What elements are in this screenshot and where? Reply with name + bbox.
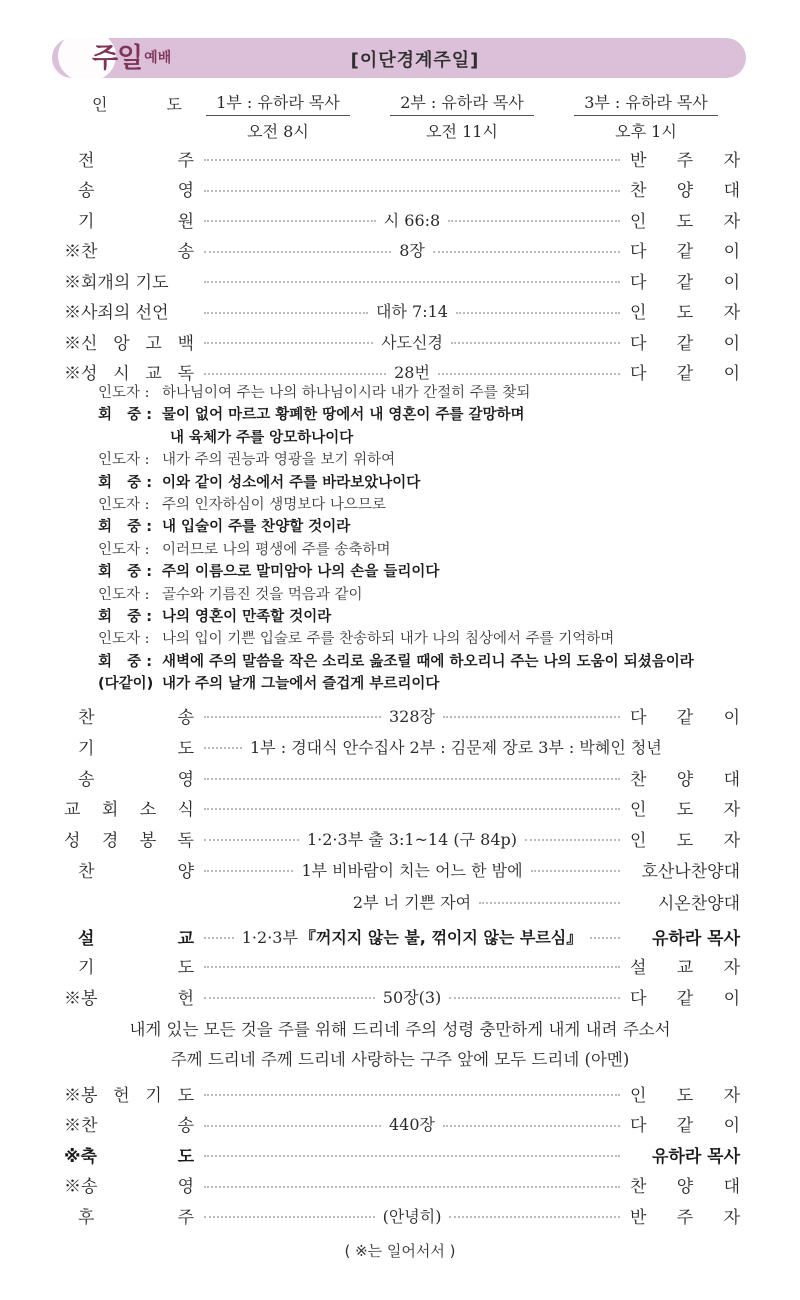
worship-order-row (64, 823, 740, 853)
service-3-time: 오후 1시 (615, 122, 677, 141)
reading-speaker: 회 중 : (98, 653, 153, 670)
dotted-leader (204, 1125, 381, 1127)
order-item-detail: 440장 (389, 1115, 435, 1134)
reading-text: 새벽에 주의 말씀을 작은 소리로 읊조릴 때에 하오리니 주는 나의 도움이 되셨음이라 (162, 653, 694, 670)
dotted-leader (204, 1186, 620, 1188)
order-item-label: 교 회 소 식 (64, 799, 194, 820)
reading-line-congregation (98, 427, 800, 449)
worship-order-row (64, 1078, 740, 1108)
dotted-leader (449, 1216, 620, 1218)
worship-order-row (64, 921, 740, 951)
worship-order-row (64, 981, 740, 1011)
reading-speaker: 회 중 : (98, 407, 153, 424)
reading-speaker: (다같이) (98, 676, 154, 693)
dotted-leader (204, 342, 373, 344)
order-item-leader-dots (204, 299, 620, 322)
order-item-responsible: 찬 양 대 (630, 769, 740, 790)
dotted-leader (433, 251, 620, 253)
reading-text: 내가 주의 날개 그늘에서 즐겁게 부르리이다 (162, 676, 440, 693)
dotted-leader (204, 190, 620, 192)
order-item-detail: 사도신경 (381, 332, 443, 352)
order-item-label: 찬 송 (78, 707, 194, 728)
service-1-time: 오전 8시 (247, 122, 309, 141)
reading-line-congregation (98, 472, 748, 494)
order-item-leader-dots (204, 1204, 620, 1227)
order-item-responsible: 찬 양 대 (630, 1177, 740, 1197)
order-item-label: 송 영 (78, 769, 194, 790)
order-item-responsible: 다 같 이 (630, 333, 740, 354)
order-item-leader-dots (204, 1112, 620, 1135)
reading-text: 이러므로 나의 평생에 주를 송축하며 (162, 541, 391, 558)
order-item-responsible: 호산나찬양대 (641, 861, 740, 882)
reading-speaker: 회 중 : (98, 609, 153, 625)
worship-order-row (64, 1200, 740, 1230)
worship-order-row (64, 700, 740, 730)
reading-text: 나의 입이 기쁜 입술로 주를 찬송하되 내가 나의 침상에서 주를 기억하며 (162, 631, 615, 648)
dotted-leader (443, 716, 620, 718)
worship-order-row (64, 204, 740, 234)
dotted-leader (204, 870, 293, 872)
order-item-leader-dots (204, 925, 620, 948)
order-item-responsible: 다 같 이 (630, 1116, 740, 1136)
reading-text: 하나님이여 주는 나의 하나님이시라 내가 간절히 주를 찾되 (162, 385, 531, 401)
reading-text: 물이 없어 마르고 황폐한 땅에서 내 영혼이 주를 갈망하며 (162, 407, 525, 424)
order-item-label: 기 원 (78, 211, 194, 232)
order-item-label: 찬 양 (78, 861, 194, 882)
reading-text: 내가 주의 권능과 영광을 보기 위하여 (162, 452, 396, 469)
order-item-responsible: 설 교 자 (630, 957, 740, 978)
order-item-responsible: 다 같 이 (630, 364, 740, 384)
order-item-label: 전 주 (78, 150, 194, 171)
dotted-leader (448, 220, 620, 222)
order-item-leader-dots (204, 962, 620, 968)
dotted-leader (204, 839, 299, 841)
reading-line-leader (98, 494, 748, 516)
offering-lyrics-line-1: 내게 있는 모든 것을 주를 위해 드리네 주의 성령 충만하게 내게 내려 주소서 (129, 1020, 671, 1039)
worship-order-row (64, 950, 740, 980)
order-item-responsible: 인 도 자 (630, 830, 740, 851)
dotted-leader (204, 251, 391, 253)
service-1-name: 1부 : 유하라 목사 (206, 90, 350, 116)
dotted-leader (590, 937, 620, 939)
order-item-responsible: 인 도 자 (630, 211, 740, 232)
service-2-time: 오전 11시 (426, 122, 498, 141)
reading-text: 이와 같이 성소에서 주를 바라보았나이다 (162, 474, 421, 491)
order-item-leader-dots (204, 155, 620, 161)
order-item-detail: 1부 비바람이 치는 어느 한 밤에 (301, 860, 523, 880)
order-item-leader-dots (204, 238, 620, 261)
order-item-detail: 1부 : 경대식 안수집사 2부 : 김문제 장로 3부 : 박혜인 청년 (250, 737, 662, 757)
reading-line-leader (98, 628, 748, 650)
reading-line-congregation (98, 673, 748, 695)
order-item-leader-dots (204, 1151, 620, 1157)
order-item-leader-dots (204, 704, 620, 727)
dotted-leader (204, 778, 620, 780)
reading-speaker: 인도자 : (98, 385, 150, 401)
dotted-leader (204, 1094, 620, 1096)
dotted-leader (204, 1216, 375, 1218)
order-item-leader-dots (204, 774, 620, 780)
order-item-label: ※회개의 기도 (64, 272, 169, 293)
service-2-name: 2부 : 유하라 목사 (390, 90, 534, 116)
order-item-label: ※봉 헌 기 도 (64, 1085, 194, 1106)
order-item-responsible: 다 같 이 (630, 272, 740, 293)
order-item-leader-dots (204, 858, 620, 881)
service-leaders (68, 90, 740, 140)
order-item-detail-prefix: 1·2·3부 (241, 927, 298, 947)
order-item-label: 성 경 봉 독 (64, 830, 194, 851)
order-item-detail: 시 66:8 (383, 210, 441, 230)
worship-order-row (64, 886, 740, 916)
order-item-label: 기 도 (78, 738, 194, 759)
dotted-leader (204, 937, 234, 939)
dotted-leader (531, 870, 620, 872)
worship-order-row (64, 762, 740, 792)
order-item-responsible: 인 도 자 (630, 303, 740, 323)
order-item-detail: 50장(3) (382, 987, 442, 1007)
standing-footnote: ( ※는 일어서서 ) (344, 1242, 456, 1260)
order-item-responsible: 유하라 목사 (651, 928, 740, 949)
order-item-leader-dots (204, 985, 620, 1008)
order-item-leader-dots (204, 804, 620, 810)
worship-order-row (64, 792, 740, 822)
worship-order-row (64, 1170, 740, 1200)
dotted-leader (204, 312, 368, 314)
dotted-leader (456, 312, 620, 314)
order-item-detail: 328장 (389, 706, 435, 726)
dotted-leader (204, 159, 620, 161)
order-item-label: 후 주 (78, 1207, 194, 1228)
reading-speaker: 회 중 : (98, 519, 153, 536)
order-item-leader-dots (204, 1182, 620, 1188)
reading-line-leader (98, 449, 748, 471)
order-item-responsible: 유하라 목사 (651, 1146, 740, 1167)
reading-line-leader (98, 539, 748, 561)
worship-order-row (64, 731, 740, 761)
order-item-leader-dots (204, 360, 620, 383)
dotted-leader (204, 808, 620, 810)
reading-speaker: 인도자 : (98, 631, 150, 648)
order-item-label: ※송 영 (64, 1177, 194, 1197)
dotted-leader (204, 220, 376, 222)
dotted-leader (479, 902, 620, 904)
dotted-leader (204, 997, 375, 999)
order-item-label: 송 영 (78, 181, 194, 201)
order-item-responsible: 시온찬양대 (657, 893, 740, 914)
dotted-leader (443, 1125, 620, 1127)
worship-order-row (64, 1139, 740, 1169)
dotted-leader (204, 747, 242, 749)
worship-order-row (64, 174, 740, 204)
order-item-responsible: 반 주 자 (630, 1207, 740, 1228)
reading-line-congregation (98, 561, 748, 583)
order-item-label: ※성 시 교 독 (64, 364, 194, 384)
order-item-leader-dots (204, 186, 620, 192)
worship-order-row (64, 1109, 740, 1139)
order-item-label: ※찬 송 (64, 1116, 194, 1136)
reading-speaker: 인도자 : (98, 497, 150, 513)
reading-text: 나의 영혼이 만족할 것이라 (162, 609, 332, 625)
reading-speaker: 인도자 : (98, 541, 150, 558)
offering-lyrics-line-2: 주께 드리네 주께 드리네 사랑하는 구주 앞에 모두 드리네 (아멘) (170, 1050, 630, 1069)
order-item-leader-dots (204, 890, 620, 913)
dotted-leader (204, 281, 620, 283)
reading-line-congregation (98, 651, 748, 673)
order-item-detail: 대하 7:14 (376, 302, 448, 321)
worship-order-row (64, 143, 740, 173)
order-item-responsible: 다 같 이 (630, 707, 740, 728)
dotted-leader (204, 373, 386, 375)
service-3-leader (574, 90, 718, 142)
reading-text: 내 입술이 주를 찬양할 것이라 (162, 519, 351, 536)
order-item-responsible: 반 주 자 (630, 150, 740, 171)
dotted-leader (204, 966, 620, 968)
order-item-leader-dots (204, 277, 620, 283)
order-item-label: ※사죄의 선언 (64, 303, 169, 323)
reading-speaker: 인도자 : (98, 452, 150, 469)
dotted-leader (449, 997, 620, 999)
dotted-leader (204, 716, 381, 718)
reading-line-congregation (98, 404, 748, 426)
order-item-leader-dots (204, 208, 620, 231)
dotted-leader (451, 342, 620, 344)
order-item-leader-dots (204, 735, 740, 758)
order-item-label: ※축 도 (64, 1146, 194, 1167)
reading-speaker: 회 중 : (98, 474, 153, 491)
service-3-name: 3부 : 유하라 목사 (574, 90, 718, 116)
dotted-leader (525, 839, 620, 841)
reading-line-leader (98, 382, 748, 404)
service-2-leader (390, 90, 534, 142)
order-item-label: ※신 앙 고 백 (64, 333, 194, 354)
order-item-responsible: 찬 양 대 (630, 181, 740, 201)
order-item-detail: 2부 너 기쁜 자여 (352, 892, 472, 912)
sunday-theme-title: [이단경계주일] (350, 50, 480, 71)
logo-main-text: 주일 (92, 43, 143, 74)
reading-text: 주의 이름으로 말미암아 나의 손을 들리이다 (162, 564, 440, 581)
worship-order-row (64, 265, 740, 295)
reading-text: 내 육체가 주를 앙모하나이다 (170, 429, 354, 446)
leaders-label: 인 도 (92, 95, 182, 114)
order-item-detail: 8장 (399, 241, 425, 260)
worship-order-row (64, 235, 740, 265)
order-item-responsible: 인 도 자 (630, 799, 740, 820)
order-item-detail: 『꺼지지 않는 불, 꺾이지 않는 부르심』 (299, 927, 583, 947)
dotted-leader (204, 1155, 620, 1157)
reading-text: 주의 인자하심이 생명보다 나으므로 (162, 497, 386, 513)
order-item-detail: (안녕히) (382, 1206, 442, 1226)
order-item-leader-dots (204, 1090, 620, 1096)
dotted-leader (438, 373, 620, 375)
service-1-leader (206, 90, 350, 142)
order-item-label: ※찬 송 (64, 242, 194, 262)
reading-speaker: 회 중 : (98, 564, 153, 581)
service-logo (92, 40, 171, 76)
worship-order-row (64, 854, 740, 884)
reading-speaker: 인도자 : (98, 586, 150, 603)
logo-sub-text: 예배 (144, 50, 172, 66)
order-item-label: ※봉 헌 (64, 988, 194, 1009)
order-item-leader-dots (204, 827, 620, 850)
reading-line-leader (98, 584, 748, 606)
order-item-leader-dots (204, 330, 620, 353)
order-item-detail: 28번 (394, 363, 430, 382)
reading-line-congregation (98, 516, 748, 538)
reading-line-congregation (98, 606, 748, 628)
order-item-label: 기 도 (78, 957, 194, 978)
worship-order-row (64, 296, 740, 326)
order-item-responsible: 인 도 자 (630, 1085, 740, 1106)
reading-text: 골수와 기름진 것을 먹음과 같이 (162, 586, 363, 603)
order-item-label: 설 교 (78, 928, 194, 949)
order-item-detail: 1·2·3부 출 3:1~14 (구 84p) (306, 829, 518, 849)
order-item-responsible: 다 같 이 (630, 242, 740, 262)
order-item-responsible: 다 같 이 (630, 988, 740, 1009)
worship-order-row (64, 326, 740, 356)
